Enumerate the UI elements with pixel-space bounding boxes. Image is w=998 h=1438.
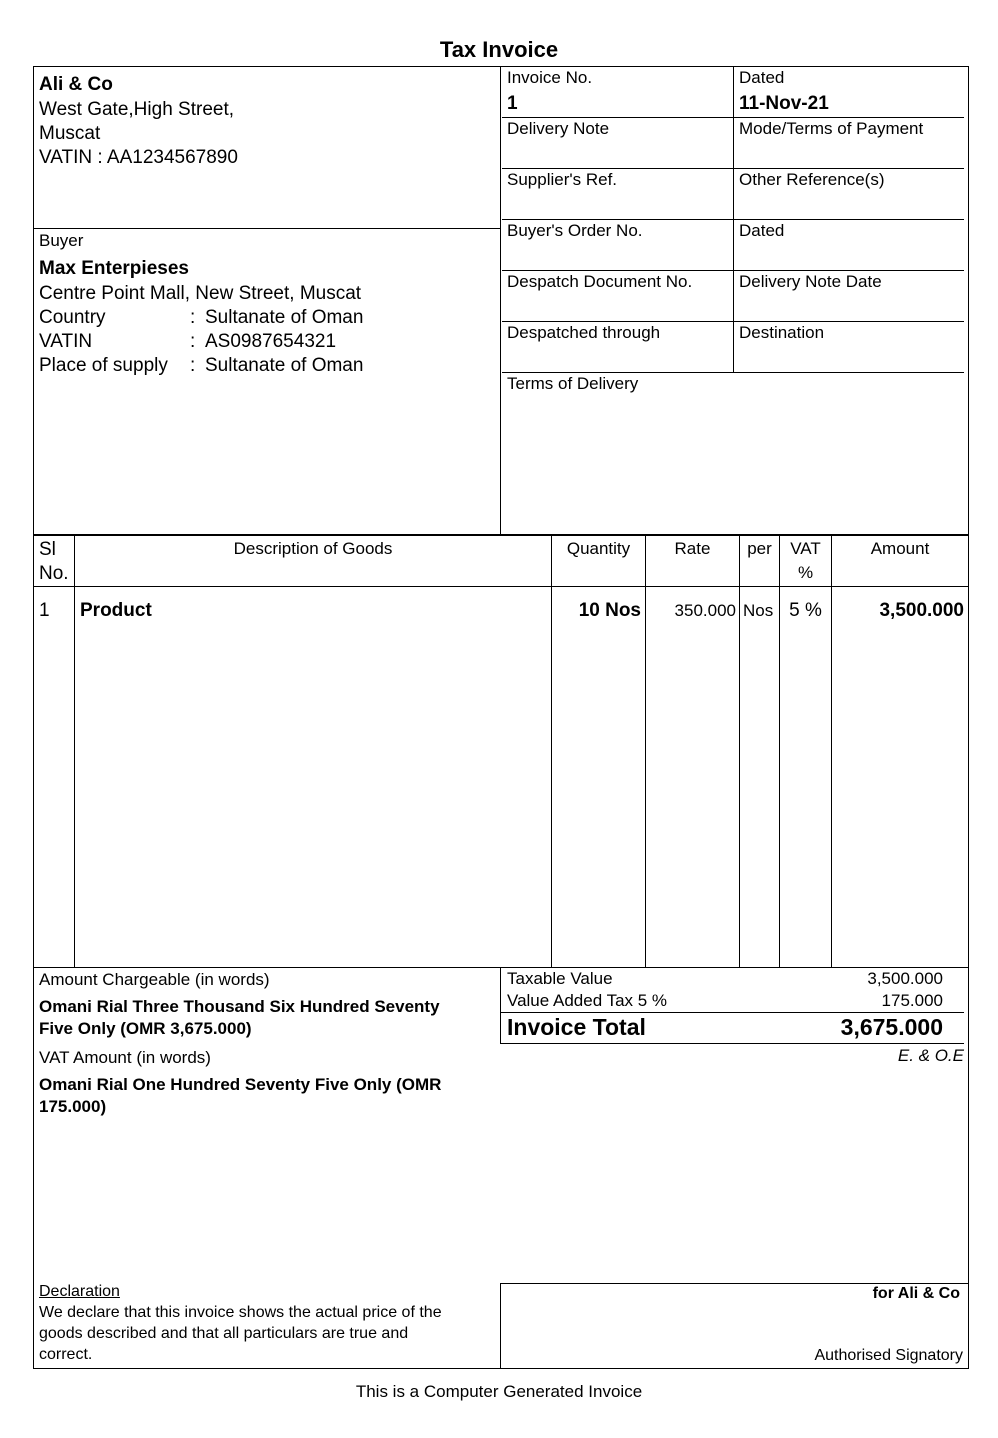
header-sl: Sl	[39, 539, 56, 560]
vat-label: Value Added Tax 5 %	[507, 991, 668, 1010]
delivery-note-date-label: Delivery Note Date	[739, 272, 882, 291]
row-quantity: 10 Nos	[578, 600, 641, 621]
taxable-value-label: Taxable Value	[507, 969, 613, 988]
table-col-divider	[739, 536, 740, 967]
declaration-line3: correct.	[39, 1346, 93, 1363]
table-bottom-border	[33, 967, 969, 968]
vat-value: 175.000	[881, 991, 943, 1010]
delivery-note-label: Delivery Note	[507, 119, 610, 138]
totals-bottom-border	[500, 1043, 964, 1044]
table-top-border	[33, 534, 969, 536]
buyer-order-label: Buyer's Order No.	[507, 221, 643, 240]
buyer-country-label: Country	[39, 307, 106, 328]
computer-generated-note: This is a Computer Generated Invoice	[355, 1382, 643, 1401]
despatch-doc-label: Despatch Document No.	[507, 272, 693, 291]
header-description: Description of Goods	[233, 539, 393, 558]
row-description: Product	[80, 600, 152, 621]
declaration-line1: We declare that this invoice shows the actual price of the	[39, 1304, 442, 1321]
table-col-divider	[74, 536, 75, 967]
row-per: Nos	[743, 601, 774, 620]
info-row-line	[502, 372, 964, 373]
seller-address-line1: West Gate,High Street,	[39, 99, 235, 120]
buyer-heading: Buyer	[39, 231, 84, 250]
amount-words-line2: Five Only (OMR 3,675.000)	[39, 1019, 252, 1038]
invoice-total-label: Invoice Total	[507, 1014, 646, 1040]
seller-address-line2: Muscat	[39, 123, 101, 144]
info-row-line	[502, 321, 964, 322]
info-row-line	[502, 168, 964, 169]
row-sl: 1	[39, 600, 50, 621]
header-no: No.	[39, 563, 69, 584]
header-rate: Rate	[674, 539, 711, 558]
header-amount: Amount	[870, 539, 930, 558]
buyer-name: Max Enterpieses	[39, 258, 189, 279]
dated-value: 11-Nov-21	[739, 93, 829, 114]
amount-words-line1: Omani Rial Three Thousand Six Hundred Seventy	[39, 997, 440, 1016]
buyer-place-sep: :	[190, 355, 196, 376]
destination-label: Destination	[739, 323, 825, 342]
buyer-address: Centre Point Mall, New Street, Muscat	[39, 283, 362, 304]
header-quantity: Quantity	[566, 539, 631, 558]
buyer-vatin-value: AS0987654321	[205, 331, 337, 352]
invoice-total-value: 3,675.000	[840, 1014, 943, 1040]
payment-terms-label: Mode/Terms of Payment	[739, 119, 924, 138]
invoice-no-value: 1	[507, 93, 518, 114]
invoice-title: Tax Invoice	[439, 37, 559, 62]
buyer-country-value: Sultanate of Oman	[205, 307, 364, 328]
declaration-line2: goods described and that all particulars are true and	[39, 1325, 409, 1342]
header-vat-percent: %	[797, 563, 814, 582]
info-row-line	[502, 219, 964, 220]
for-company: for Ali & Co	[872, 1285, 960, 1302]
table-header-border	[33, 586, 969, 587]
info-row-line	[502, 270, 964, 271]
signature-top-border	[500, 1283, 969, 1284]
top-divider	[500, 66, 501, 534]
seller-vatin: VATIN : AA1234567890	[39, 147, 238, 168]
totals-left-border	[500, 967, 501, 1043]
other-ref-label: Other Reference(s)	[739, 170, 885, 189]
authorised-signatory: Authorised Signatory	[814, 1347, 963, 1364]
order-dated-label: Dated	[739, 221, 785, 240]
taxable-value: 3,500.000	[867, 969, 943, 988]
row-amount: 3,500.000	[879, 600, 964, 621]
row-vat: 5 %	[789, 600, 822, 621]
buyer-place-label: Place of supply	[39, 355, 168, 376]
totals-divider	[500, 1012, 964, 1013]
header-per: per	[747, 539, 772, 558]
buyer-place-value: Sultanate of Oman	[205, 355, 364, 376]
vat-words-label: VAT Amount (in words)	[39, 1048, 211, 1067]
header-vat: VAT	[790, 539, 821, 558]
buyer-country-sep: :	[190, 307, 196, 328]
row-rate: 350.000	[674, 601, 736, 620]
declaration-label: Declaration	[39, 1283, 120, 1300]
info-row-line	[502, 117, 964, 118]
terms-delivery-label: Terms of Delivery	[507, 374, 639, 393]
vat-words-line2: 175.000)	[39, 1097, 107, 1116]
invoice-no-label: Invoice No.	[507, 68, 593, 87]
buyer-vatin-label: VATIN	[39, 331, 93, 352]
amount-words-label: Amount Chargeable (in words)	[39, 970, 270, 989]
seller-name: Ali & Co	[39, 74, 113, 95]
buyer-vatin-sep: :	[190, 331, 196, 352]
eoe-note: E. & O.E	[897, 1046, 964, 1065]
seller-buyer-divider	[33, 228, 500, 229]
despatched-through-label: Despatched through	[507, 323, 661, 342]
supplier-ref-label: Supplier's Ref.	[507, 170, 618, 189]
vat-words-line1: Omani Rial One Hundred Seventy Five Only (OMR	[39, 1075, 442, 1094]
dated-label: Dated	[739, 68, 785, 87]
signature-left-border	[500, 1283, 501, 1369]
